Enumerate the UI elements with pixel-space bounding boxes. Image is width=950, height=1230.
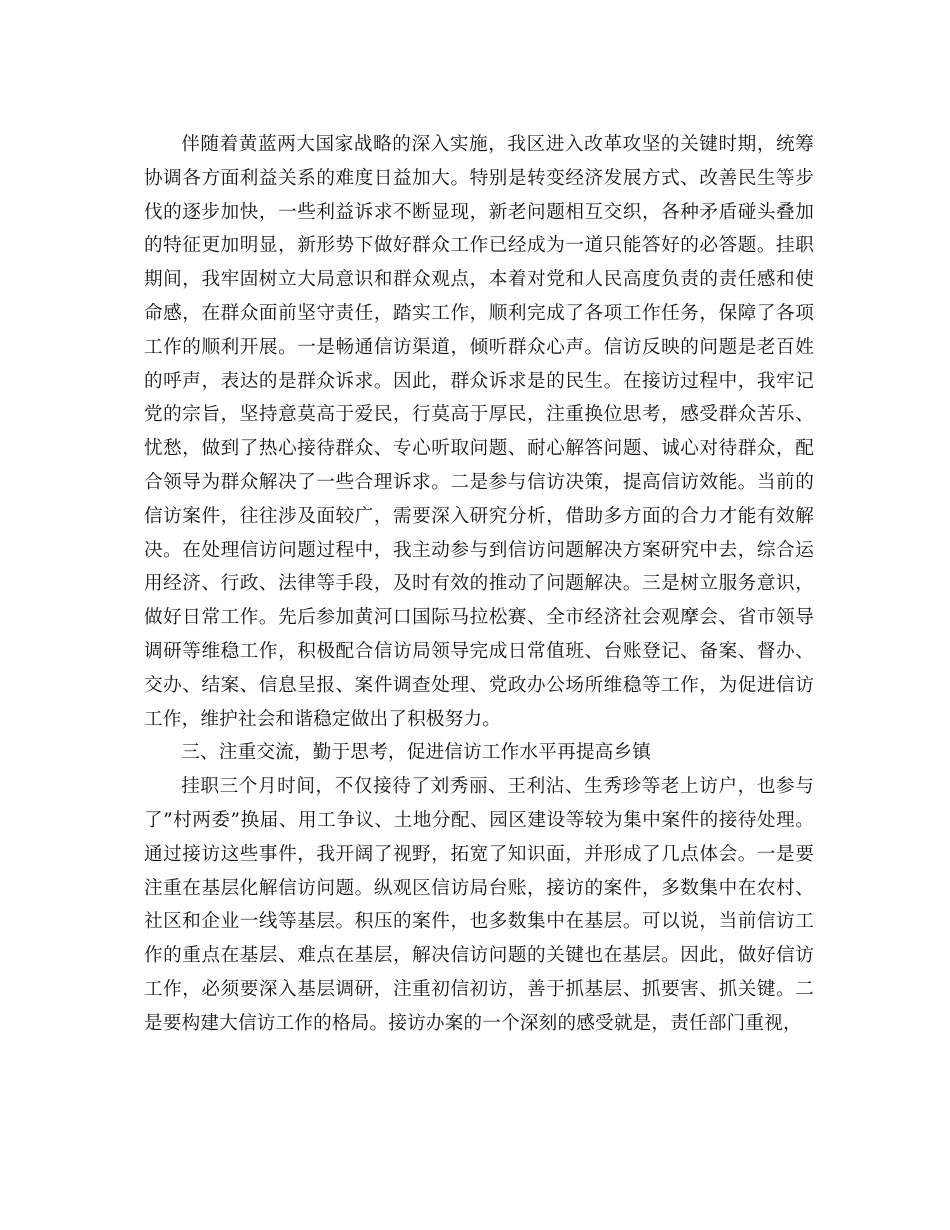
paragraph-experience: 挂职三个月时间，不仅接待了刘秀丽、王利沾、生秀珍等老上访户，也参与了”村两委”换届、用工争议、土地分配、园区建设等较为集中案件的接待处理。通过接访这些事件，我开阔了视野，拓宽了知识面，并形成了几点体会。一是要注重在基层化解信访问题。纵观区信访局台账，接访的案件，多数集中在农村、社区和企业一线等基层。积压的案件，也多数集中在基层。可以说，当前信访工作的重点在基层、难点在基层，解决信访问题的关键也在基层。因此，做好信访工作，必须要深入基层调研，注重初信初访，善于抓基层、抓要害、抓关键。二是要构建大信访工作的格局。接访办案的一个深刻的感受就是，责任部门重视， [144,776,814,1034]
paragraph-work-summary: 伴随着黄蓝两大国家战略的深入实施，我区进入改革攻坚的关键时期，统筹协调各方面利益关系的难度日益加大。特别是转变经济发展方式、改善民生等步伐的逐步加快，一些利益诉求不断显现，新老问题相互交织，各种矛盾碰头叠加的特征更加明显，新形势下做好群众工作已经成为一道只能答好的必答题。挂职期间，我牢固树立大局意识和群众观点，本着对党和人民高度负责的责任感和使命感，在群众面前坚守责任，踏实工作，顺利完成了各项工作任务，保障了各项工作的顺利开展。一是畅通信访渠道，倾听群众心声。信访反映的问题是老百姓的呼声，表达的是群众诉求。因此，群众诉求是的民生。在接访过程中，我牢记党的宗旨，坚持意莫高于爱民，行莫高于厚民，注重换位思考，感受群众苦乐、忧愁，做到了热心接待群众、专心听取问题、耐心解答问题、诚心对待群众，配合领导为群众解决了一些合理诉求。二是参与信访决策，提高信访效能。当前的信访案件，往往涉及面较广，需要深入研究分析，借助多方面的合力才能有效解决。在处理信访问题过程中，我主动参与到信访问题解决方案研究中去，综合运用经济、行政、法律等手段，及时有效的推动了问题解决。三是树立服务意识，做好日常工作。先后参加黄河口国际马拉松赛、全市经济社会观摩会、省市领导调研等维稳工作，积极配合信访局领导完成日常值班、台账登记、备案、督办、交办、结案、信息呈报、案件调查处理、党政办公场所维稳等工作，为促进信访工作，维护社会和谐稳定做出了积极努力。 [144,134,814,730]
section-heading-three: 三、注重交流，勤于思考，促进信访工作水平再提高乡镇 [181,742,652,764]
document-body [144,128,814,1041]
